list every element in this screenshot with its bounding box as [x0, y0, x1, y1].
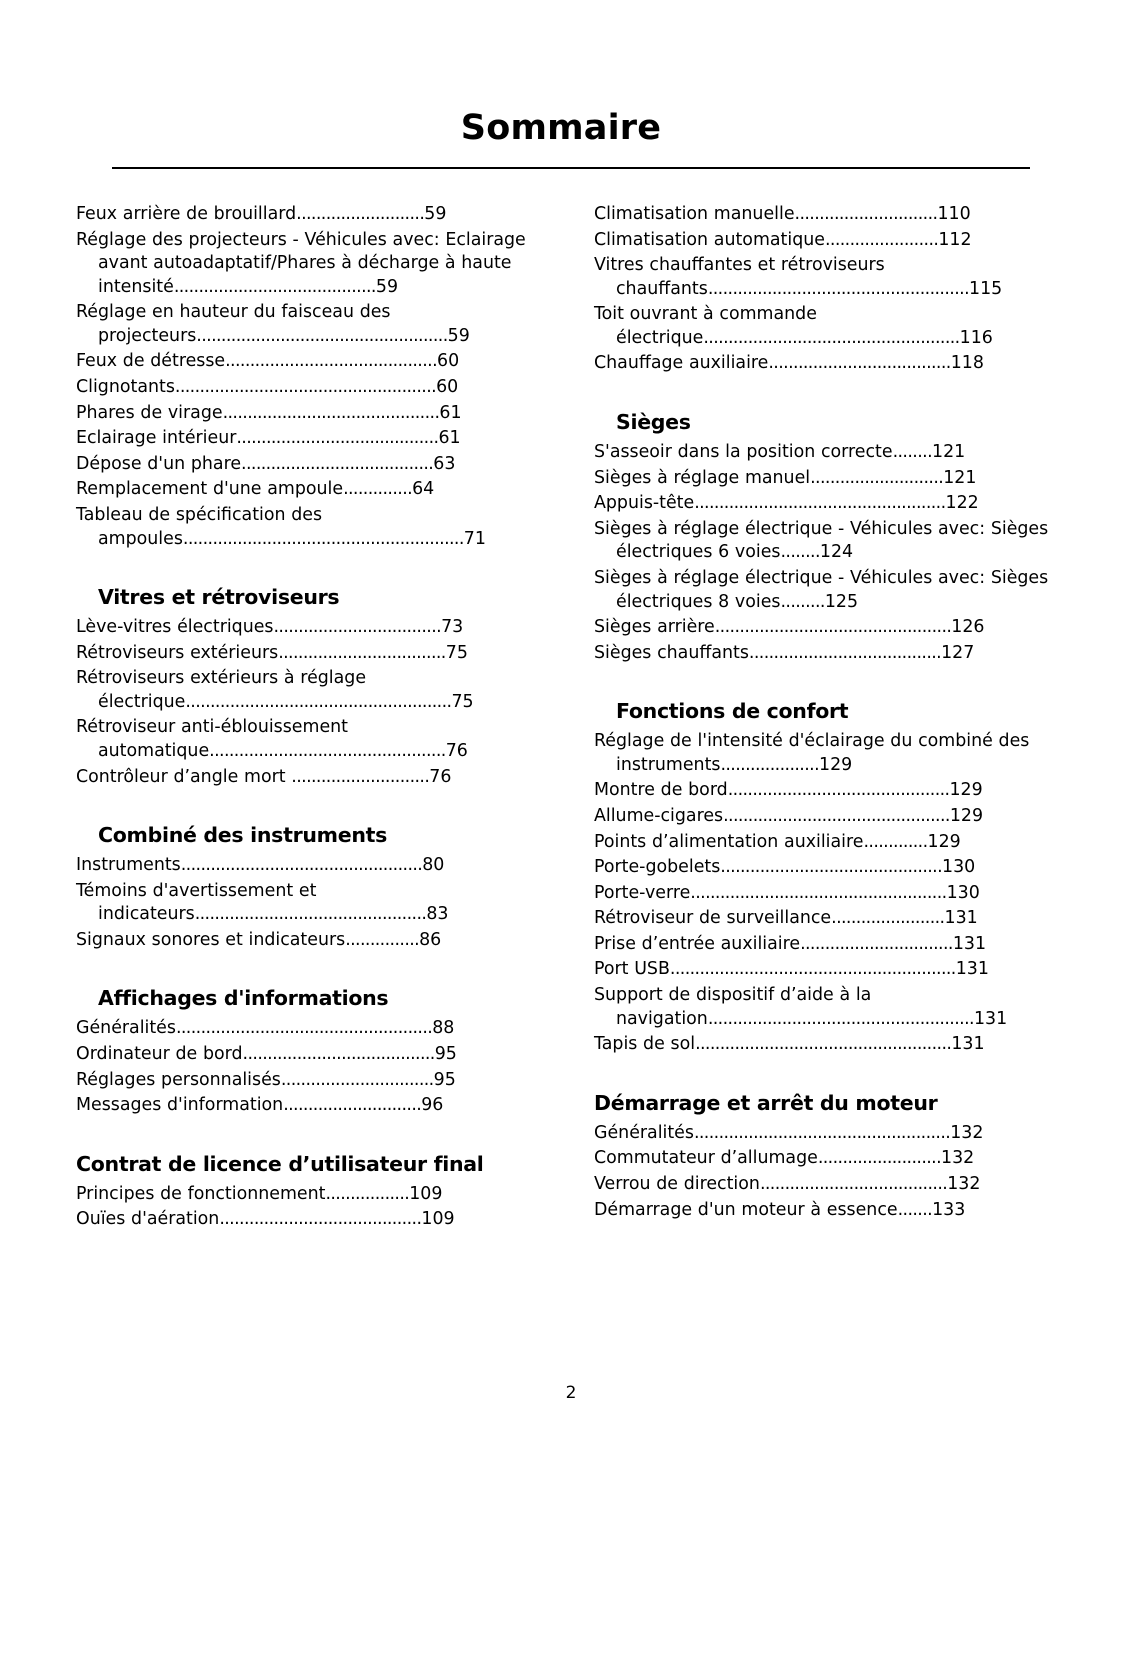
toc-entry[interactable] — [594, 441, 1066, 465]
toc-entry-leader-dots: .............................................. — [723, 805, 950, 826]
toc-left-column — [76, 203, 548, 1234]
toc-entry-leader-dots: ......................................... — [236, 428, 439, 449]
toc-entry-label: Clignotants — [76, 377, 175, 398]
toc-entry-leader-dots: .............. — [343, 479, 413, 500]
toc-entry-page-number: 95 — [434, 1044, 457, 1065]
toc-entry-leader-dots: .................................. — [273, 617, 442, 638]
toc-entry-page-number: 112 — [938, 229, 972, 250]
toc-entry[interactable] — [594, 492, 1066, 516]
toc-entry-page-number: 131 — [955, 959, 989, 980]
toc-entry-label: Sièges à réglage manuel — [594, 467, 811, 488]
toc-entry-label: Feux arrière de brouillard — [76, 204, 297, 224]
toc-entry-label: Prise d’entrée auxiliaire — [594, 933, 801, 954]
toc-entry-leader-dots: ..................................... — [768, 353, 951, 374]
toc-entry[interactable] — [76, 667, 548, 714]
header-divider — [112, 167, 1030, 169]
toc-entry-page-number: 61 — [438, 428, 461, 449]
toc-entry-label: Généralités — [594, 1122, 694, 1143]
toc-entry[interactable] — [594, 352, 1066, 376]
toc-entry[interactable] — [594, 1033, 1066, 1057]
toc-entry-leader-dots: ......................................... — [173, 276, 376, 297]
toc-section-heading-combine-des-instruments: Combiné des instruments — [98, 823, 388, 848]
toc-entry-page-number: 109 — [409, 1183, 443, 1204]
toc-entry-leader-dots: .................... — [720, 754, 820, 775]
toc-section-heading-sieges: Sièges — [616, 410, 691, 435]
toc-entry[interactable] — [594, 567, 1066, 614]
toc-entry-label: Démarrage d'un moteur à essence — [594, 1199, 898, 1220]
toc-entry-label: Support de dispositif d’aide à la navigation — [594, 985, 872, 1029]
toc-entry-page-number: 132 — [950, 1122, 984, 1143]
toc-entry-leader-dots: ........................... — [810, 467, 944, 488]
toc-entry-leader-dots: ............................................... — [194, 904, 427, 925]
toc-entry-leader-dots: ................................................ — [714, 617, 952, 638]
toc-entry-page-number: 129 — [949, 805, 984, 826]
toc-entry-leader-dots: .................................................... — [690, 882, 947, 903]
toc-entry-page-number: 131 — [973, 1008, 1008, 1029]
toc-entry-leader-dots: ............................ — [291, 766, 430, 787]
toc-entry-label: Points d’alimentation auxiliaire — [594, 831, 864, 852]
toc-entry-page-number: 109 — [421, 1209, 455, 1230]
toc-entry-label: Réglage en hauteur du faisceau des projecteurs — [76, 302, 391, 346]
toc-entry-page-number: 76 — [429, 766, 452, 787]
toc-entry-page-number: 83 — [426, 904, 449, 925]
toc-entry-label: Allume-cigares — [594, 805, 724, 826]
page-folio: 2 — [565, 1383, 577, 1403]
toc-entry-leader-dots: ............. — [863, 831, 928, 852]
toc-entry-page-number: 96 — [421, 1095, 444, 1116]
toc-entry-leader-dots: ....................... — [824, 229, 939, 250]
toc-entry-leader-dots: ..................................................... — [707, 278, 969, 299]
toc-entry[interactable] — [76, 504, 548, 551]
toc-entry-page-number: 129 — [819, 754, 853, 775]
toc-entry-leader-dots: ......... — [780, 591, 825, 612]
toc-entry-page-number: 95 — [433, 1069, 456, 1090]
toc-entry-page-number: 131 — [952, 933, 987, 954]
toc-entry[interactable] — [594, 984, 1066, 1031]
toc-entry-label: Montre de bord — [594, 780, 728, 801]
toc-entry-leader-dots: .......................................................... — [669, 959, 956, 980]
toc-entry-label: Contrôleur d’angle mort — [76, 766, 292, 787]
toc-entry[interactable] — [594, 467, 1066, 491]
toc-entry-page-number: 63 — [433, 453, 456, 474]
toc-section-heading-demarrage-et-arret-du-moteur: Démarrage et arrêt du moteur — [594, 1090, 938, 1115]
toc-entry-page-number: 126 — [951, 617, 985, 638]
toc-entry-page-number: 59 — [375, 276, 399, 297]
toc-entry-label: Sièges chauffants — [594, 642, 749, 663]
toc-entry-leader-dots: ............................ — [283, 1095, 422, 1116]
toc-entry-label: Généralités — [76, 1018, 176, 1039]
toc-entry[interactable] — [76, 1069, 548, 1093]
toc-entry-page-number: 122 — [945, 493, 979, 514]
toc-entry[interactable] — [594, 303, 1066, 350]
toc-entry-label: Chauffage auxiliaire — [594, 353, 769, 374]
toc-entry[interactable] — [594, 907, 1066, 931]
toc-entry-leader-dots: ............................................. — [720, 857, 943, 878]
toc-entry-leader-dots: ................................................ — [209, 740, 446, 761]
toc-entry-label: Principes de fonctionnement — [76, 1183, 326, 1204]
toc-entry-label: Tableau de spécification des ampoules — [76, 504, 323, 549]
toc-entry-label: Rétroviseurs extérieurs à réglage électrique — [76, 668, 367, 712]
toc-columns — [76, 203, 1066, 1234]
toc-entry[interactable] — [594, 779, 1066, 803]
toc-entry[interactable] — [594, 254, 1066, 301]
toc-entry[interactable] — [594, 1122, 1066, 1146]
toc-entry-leader-dots: ....................................... — [241, 453, 434, 474]
toc-entry[interactable] — [76, 453, 548, 477]
toc-entry-label: Commutateur d’allumage — [594, 1148, 818, 1169]
toc-entry-leader-dots: ..................................................... — [174, 377, 437, 398]
toc-entry[interactable] — [76, 203, 548, 227]
toc-entry-label: Rétroviseur anti-éblouissement automatique — [76, 717, 348, 761]
toc-entry-leader-dots: ...................................................... — [185, 691, 452, 712]
toc-entry-page-number: 130 — [946, 882, 980, 903]
toc-entry[interactable] — [76, 301, 548, 348]
toc-entry-leader-dots: .................................................... — [693, 1122, 951, 1143]
toc-entry-page-number: 86 — [419, 929, 442, 950]
toc-entry[interactable] — [76, 766, 548, 790]
toc-entry[interactable] — [76, 880, 548, 927]
toc-entry-label: Rétroviseurs extérieurs — [76, 642, 279, 663]
toc-entry-page-number: 59 — [447, 325, 470, 346]
page-title: Sommaire — [460, 108, 662, 148]
toc-entry-page-number: 60 — [436, 377, 459, 398]
toc-entry[interactable] — [594, 518, 1066, 565]
toc-entry-page-number: 129 — [949, 780, 983, 801]
toc-entry-page-number: 131 — [944, 908, 978, 929]
toc-entry-page-number: 59 — [424, 204, 447, 224]
toc-entry-page-number: 130 — [942, 857, 976, 878]
toc-entry-page-number: 125 — [824, 591, 859, 612]
toc-entry-page-number: 110 — [937, 204, 971, 224]
toc-entry-page-number: 132 — [941, 1148, 975, 1169]
toc-entry[interactable] — [594, 642, 1066, 666]
toc-entry-page-number: 75 — [451, 691, 474, 712]
toc-entry-leader-dots: .................................. — [278, 642, 446, 663]
toc-entry[interactable] — [594, 933, 1066, 957]
toc-entry[interactable] — [594, 1199, 1066, 1223]
toc-entry[interactable] — [76, 1183, 548, 1207]
toc-entry-label: Réglage des projecteurs - Véhicules avec: Eclairage avant autoadaptatif/Phares à décharge à haute intensité — [76, 229, 526, 297]
toc-entry-leader-dots: ......................................................... — [182, 528, 464, 549]
toc-entry[interactable] — [76, 478, 548, 502]
toc-entry-label: Eclairage intérieur — [76, 428, 237, 449]
toc-entry[interactable] — [76, 427, 548, 451]
toc-entry[interactable] — [594, 229, 1066, 253]
toc-entry[interactable] — [76, 1094, 548, 1118]
toc-entry-label: Ouïes d'aération — [76, 1209, 220, 1230]
toc-entry[interactable] — [594, 958, 1066, 982]
toc-entry-leader-dots: ........ — [892, 442, 933, 463]
toc-entry[interactable] — [76, 376, 548, 400]
toc-entry[interactable] — [76, 929, 548, 953]
toc-entry-page-number: 118 — [950, 353, 984, 374]
toc-entry-page-number: 132 — [947, 1173, 981, 1194]
toc-entry-page-number: 129 — [927, 831, 961, 852]
toc-entry[interactable] — [76, 716, 548, 763]
toc-entry-label: Sièges à réglage électrique - Véhicules avec: Sièges électriques 6 voies — [594, 518, 1049, 563]
toc-entry-page-number: 127 — [941, 642, 975, 663]
toc-entry-label: Vitres chauffantes et rétroviseurs chauffants — [594, 255, 885, 299]
toc-entry-leader-dots: ........................................... — [225, 351, 438, 372]
toc-entry-leader-dots: ........ — [780, 542, 820, 563]
toc-entry-page-number: 88 — [432, 1018, 455, 1039]
toc-entry-label: Toit ouvrant à commande électrique — [594, 304, 817, 348]
toc-entry-leader-dots: .................................................... — [703, 327, 960, 348]
toc-section-heading-affichages-d-informations: Affichages d'informations — [98, 986, 389, 1011]
toc-entry-label: Verrou de direction — [594, 1173, 760, 1194]
toc-entry-leader-dots: ............... — [345, 929, 420, 950]
toc-entry-leader-dots: ............................................ — [222, 402, 440, 423]
toc-entry-leader-dots: ............................... — [800, 933, 953, 954]
toc-entry-page-number: 115 — [969, 278, 1003, 299]
toc-entry-label: Ordinateur de bord — [76, 1044, 243, 1065]
toc-entry-label: Rétroviseur de surveillance — [594, 908, 832, 929]
toc-entry[interactable] — [594, 730, 1066, 777]
toc-entry-page-number: 73 — [441, 617, 464, 638]
toc-entry[interactable] — [594, 856, 1066, 880]
toc-entry-leader-dots: ....... — [897, 1199, 933, 1220]
toc-entry[interactable] — [76, 616, 548, 640]
toc-entry-label: Feux de détresse — [76, 351, 226, 372]
toc-entry-leader-dots: .................................................... — [175, 1018, 433, 1039]
toc-entry-page-number: 64 — [412, 479, 435, 500]
toc-entry[interactable] — [76, 350, 548, 374]
toc-entry-label: Climatisation manuelle — [594, 204, 795, 224]
toc-entry-page-number: 121 — [932, 442, 966, 463]
toc-entry-page-number: 75 — [445, 642, 468, 663]
toc-entry[interactable] — [76, 1043, 548, 1067]
toc-entry-page-number: 60 — [437, 351, 460, 372]
toc-entry-label: Climatisation automatique — [594, 229, 825, 250]
toc-entry-leader-dots: ....................................... — [242, 1044, 435, 1065]
toc-right-column — [594, 203, 1066, 1234]
toc-entry-label: S'asseoir dans la position correcte — [594, 442, 893, 463]
toc-entry-page-number: 71 — [463, 528, 486, 549]
toc-entry-label: Porte-gobelets — [594, 857, 721, 878]
toc-entry-label: Porte-verre — [594, 882, 691, 903]
toc-entry[interactable] — [76, 1017, 548, 1041]
toc-entry-label: Tapis de sol — [594, 1034, 696, 1055]
toc-entry-leader-dots: .................................................... — [695, 1034, 952, 1055]
toc-entry-leader-dots: ...................................................... — [707, 1008, 974, 1029]
toc-entry-label: Messages d'information — [76, 1095, 284, 1116]
toc-section-heading-vitres-et-retroviseurs: Vitres et rétroviseurs — [98, 585, 340, 610]
toc-entry[interactable] — [76, 1208, 548, 1232]
toc-entry-leader-dots: ................................................... — [196, 325, 448, 346]
toc-entry-leader-dots: ....................... — [831, 908, 945, 929]
page-header — [0, 0, 1142, 147]
toc-entry-page-number: 121 — [943, 467, 977, 488]
toc-entry[interactable] — [594, 831, 1066, 855]
toc-entry-label: Dépose d'un phare — [76, 453, 242, 474]
toc-entry-leader-dots: ............................................. — [727, 780, 950, 801]
toc-entry-label: Instruments — [76, 855, 181, 876]
toc-entry[interactable] — [594, 203, 1066, 227]
toc-entry-leader-dots: ......................... — [817, 1148, 942, 1169]
toc-entry-leader-dots: ............................... — [280, 1069, 434, 1090]
toc-entry-page-number: 124 — [819, 542, 854, 563]
toc-entry-leader-dots: ....................................... — [748, 642, 942, 663]
toc-entry-leader-dots: ...................................... — [759, 1173, 948, 1194]
toc-entry-label: Témoins d'avertissement et indicateurs — [76, 880, 317, 925]
toc-entry[interactable] — [594, 805, 1066, 829]
toc-entry[interactable] — [76, 229, 548, 300]
toc-section-heading-contrat-de-licence-d-utilisateur-final: Contrat de licence d’utilisateur final — [76, 1151, 484, 1176]
toc-entry-label: Sièges à réglage électrique - Véhicules avec: Sièges électriques 8 voies — [594, 567, 1049, 612]
toc-entry-leader-dots: .......................... — [296, 204, 425, 224]
toc-entry-label: Lève-vitres électriques — [76, 617, 274, 638]
toc-entry-leader-dots: ................................................. — [180, 855, 423, 876]
toc-entry-label: Réglage de l'intensité d'éclairage du combiné des instruments — [594, 731, 1030, 775]
toc-entry[interactable] — [76, 854, 548, 878]
toc-section-heading-fonctions-de-confort: Fonctions de confort — [616, 699, 849, 724]
toc-entry-page-number: 133 — [932, 1199, 966, 1220]
toc-entry[interactable] — [594, 616, 1066, 640]
toc-entry-label: Réglages personnalisés — [76, 1069, 281, 1090]
toc-entry-page-number: 76 — [445, 740, 468, 761]
toc-entry-label: Port USB — [594, 959, 670, 980]
toc-entry-page-number: 116 — [959, 327, 993, 348]
toc-entry[interactable] — [76, 402, 548, 426]
toc-entry[interactable] — [594, 882, 1066, 906]
toc-entry-leader-dots: ............................. — [794, 204, 938, 224]
toc-entry-label: Phares de virage — [76, 402, 223, 423]
toc-entry[interactable] — [594, 1173, 1066, 1197]
toc-entry[interactable] — [76, 642, 548, 666]
toc-entry-page-number: 131 — [951, 1034, 985, 1055]
toc-entry[interactable] — [594, 1147, 1066, 1171]
toc-entry-leader-dots: ................................................... — [694, 493, 946, 514]
toc-entry-page-number: 61 — [439, 402, 462, 423]
toc-entry-leader-dots: ................. — [325, 1183, 410, 1204]
toc-entry-label: Appuis-tête — [594, 493, 695, 514]
toc-entry-label: Signaux sonores et indicateurs — [76, 929, 346, 950]
toc-entry-label: Remplacement d'une ampoule — [76, 479, 344, 500]
toc-entry-label: Sièges arrière — [594, 617, 715, 638]
toc-entry-leader-dots: ......................................... — [219, 1209, 422, 1230]
toc-entry-page-number: 80 — [422, 855, 445, 876]
